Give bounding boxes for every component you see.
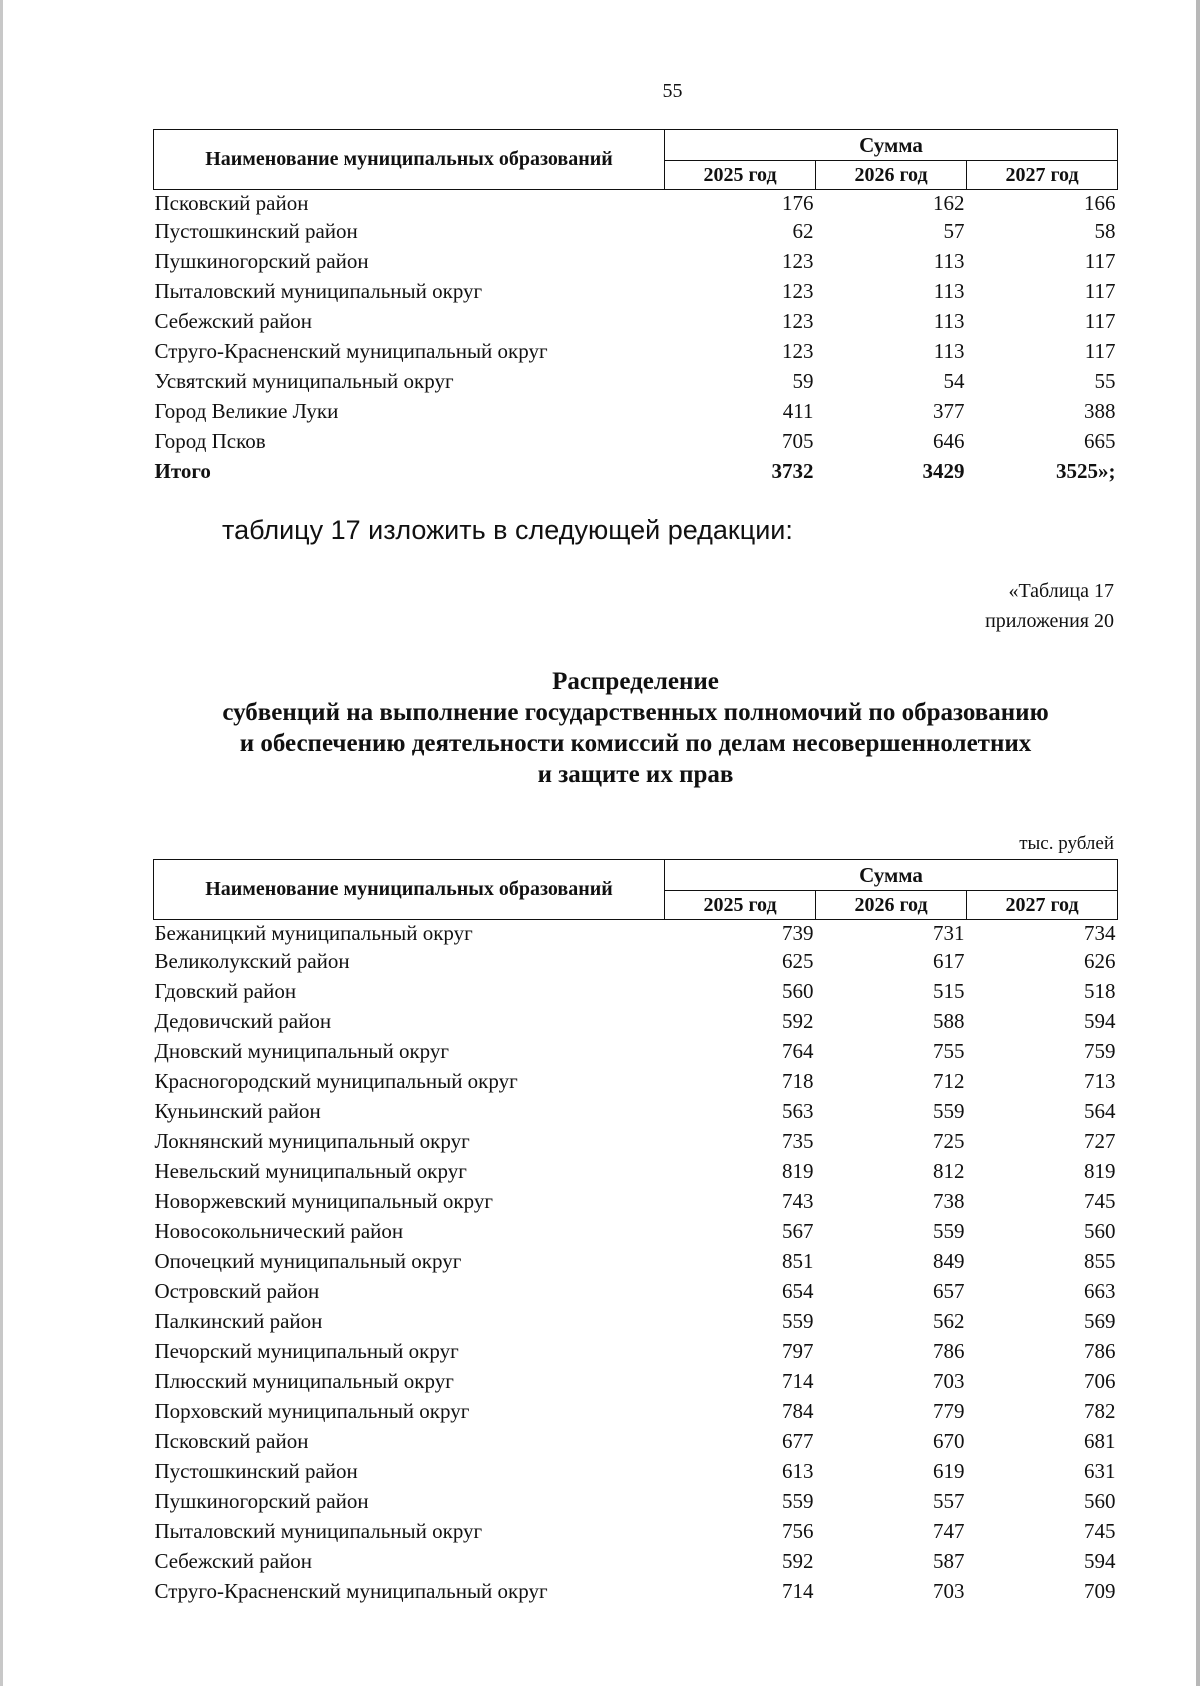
value-2027: 569 — [1084, 1309, 1116, 1333]
header-year: 2027 год — [967, 891, 1118, 920]
value-2025: 592 — [782, 1009, 814, 1033]
value-2027: 518 — [1084, 979, 1116, 1003]
instruction-text: таблицу 17 изложить в следующей редакции: — [222, 515, 793, 545]
row-name: Псковский район — [154, 191, 309, 215]
row-name: Дновский муниципальный округ — [154, 1039, 450, 1063]
table-heading — [153, 666, 1118, 790]
table-row — [154, 920, 1118, 947]
table-row — [154, 336, 1118, 366]
table-row — [154, 1096, 1118, 1126]
heading-line: субвенций на выполнение государственных полномочий по образованию — [222, 699, 1049, 726]
value-2027: 665 — [1084, 429, 1116, 453]
value-2025: 567 — [782, 1219, 814, 1243]
header-name: Наименование муниципальных образований — [154, 130, 665, 190]
table-row — [154, 1186, 1118, 1216]
table-row — [154, 1066, 1118, 1096]
row-name: Порховский муниципальный округ — [154, 1399, 470, 1423]
value-2026: 619 — [933, 1459, 965, 1483]
value-2026: 703 — [933, 1369, 965, 1393]
row-name: Город Великие Луки — [154, 399, 339, 423]
row-name: Палкинский район — [154, 1309, 323, 1333]
header-year: 2026 год — [816, 161, 967, 190]
table-row — [154, 1456, 1118, 1486]
value-2027: 727 — [1084, 1129, 1116, 1153]
value-2027: 166 — [1084, 191, 1116, 215]
value-2025: 62 — [792, 219, 814, 243]
header-year: 2026 год — [816, 891, 967, 920]
value-2025: 784 — [782, 1399, 814, 1423]
value-2026: 670 — [933, 1429, 965, 1453]
value-2026: 587 — [933, 1549, 965, 1573]
value-2025: 677 — [782, 1429, 814, 1453]
value-2025: 654 — [782, 1279, 814, 1303]
table-row — [154, 216, 1118, 246]
value-2027: 745 — [1084, 1519, 1116, 1543]
page-number: 55 — [662, 80, 683, 102]
value-2027: 560 — [1084, 1489, 1116, 1513]
value-2025: 705 — [782, 429, 814, 453]
row-name: Пыталовский муниципальный округ — [154, 279, 483, 303]
value-2027: 819 — [1084, 1159, 1116, 1183]
heading-line: Распределение — [552, 668, 719, 695]
total-2025: 3732 — [771, 459, 814, 483]
value-2027: 734 — [1084, 921, 1116, 945]
value-2025: 123 — [782, 249, 814, 273]
table-row — [154, 1006, 1118, 1036]
value-2027: 117 — [1084, 249, 1116, 273]
value-2026: 559 — [933, 1099, 965, 1123]
value-2025: 718 — [782, 1069, 814, 1093]
value-2026: 849 — [933, 1249, 965, 1273]
value-2025: 176 — [782, 191, 814, 215]
row-name: Пустошкинский район — [154, 1459, 358, 1483]
value-2026: 588 — [933, 1009, 965, 1033]
row-name: Дедовичский район — [154, 1009, 332, 1033]
value-2027: 709 — [1084, 1579, 1116, 1603]
row-name: Струго-Красненский муниципальный округ — [154, 1579, 548, 1603]
table-row — [154, 1546, 1118, 1576]
row-name: Новосокольнический район — [154, 1219, 404, 1243]
header-year: 2025 год — [665, 891, 816, 920]
value-2026: 54 — [943, 369, 965, 393]
table-row — [154, 1486, 1118, 1516]
value-2026: 712 — [933, 1069, 965, 1093]
value-2027: 713 — [1084, 1069, 1116, 1093]
scan-edge-left — [0, 0, 3, 1686]
row-name: Печорский муниципальный округ — [154, 1339, 459, 1363]
value-2025: 411 — [782, 399, 814, 423]
units-label: тыс. рублей — [1019, 833, 1114, 854]
header-year: 2027 год — [967, 161, 1118, 190]
value-2025: 739 — [782, 921, 814, 945]
scan-edge-right — [1196, 0, 1200, 1686]
value-2027: 759 — [1084, 1039, 1116, 1063]
row-name: Пушкиногорский район — [154, 249, 369, 273]
row-name: Себежский район — [154, 1549, 312, 1573]
table-row — [154, 1576, 1118, 1606]
total-row — [154, 456, 1118, 486]
value-2026: 162 — [933, 191, 965, 215]
table-row — [154, 306, 1118, 336]
value-2025: 123 — [782, 309, 814, 333]
value-2026: 786 — [933, 1339, 965, 1363]
table-row — [154, 1336, 1118, 1366]
value-2027: 388 — [1084, 399, 1116, 423]
total-2026: 3429 — [922, 459, 965, 483]
value-2026: 559 — [933, 1219, 965, 1243]
value-2027: 855 — [1084, 1249, 1116, 1273]
row-name: Пыталовский муниципальный округ — [154, 1519, 483, 1543]
row-name: Гдовский район — [154, 979, 297, 1003]
table-row — [154, 396, 1118, 426]
row-name: Красногородский муниципальный округ — [154, 1069, 518, 1093]
table-row — [154, 1216, 1118, 1246]
value-2027: 786 — [1084, 1339, 1116, 1363]
value-2027: 782 — [1084, 1399, 1116, 1423]
table-row — [154, 946, 1118, 976]
table-row — [154, 1516, 1118, 1546]
value-2025: 559 — [782, 1309, 814, 1333]
value-2026: 57 — [943, 219, 965, 243]
header-sum: Сумма — [665, 860, 1118, 891]
value-2027: 594 — [1084, 1549, 1116, 1573]
row-name: Куньинский район — [154, 1099, 321, 1123]
row-name: Себежский район — [154, 309, 312, 333]
value-2027: 58 — [1094, 219, 1116, 243]
value-2025: 764 — [782, 1039, 814, 1063]
value-2026: 725 — [933, 1129, 965, 1153]
value-2027: 663 — [1084, 1279, 1116, 1303]
value-2027: 631 — [1084, 1459, 1116, 1483]
row-name: Великолукский район — [154, 949, 350, 973]
heading-line: и обеспечению деятельности комиссий по делам несовершеннолетних — [239, 730, 1032, 757]
value-2025: 743 — [782, 1189, 814, 1213]
table-reference-number: «Таблица 17 — [1008, 580, 1114, 602]
row-name: Город Псков — [154, 429, 266, 453]
table-row — [154, 246, 1118, 276]
row-name: Струго-Красненский муниципальный округ — [154, 339, 548, 363]
value-2025: 819 — [782, 1159, 814, 1183]
row-name: Пушкиногорский район — [154, 1489, 369, 1513]
table-row — [154, 1246, 1118, 1276]
value-2025: 559 — [782, 1489, 814, 1513]
row-name: Бежаницкий муниципальный округ — [154, 921, 473, 945]
value-2026: 703 — [933, 1579, 965, 1603]
table-17 — [153, 859, 1118, 1606]
table-row — [154, 1156, 1118, 1186]
value-2027: 55 — [1094, 369, 1116, 393]
total-label: Итого — [154, 459, 211, 483]
header-year: 2025 год — [665, 161, 816, 190]
table-row — [154, 1366, 1118, 1396]
row-name: Усвятский муниципальный округ — [154, 369, 454, 393]
value-2025: 714 — [782, 1579, 814, 1603]
value-2026: 113 — [933, 339, 965, 363]
value-2026: 646 — [933, 429, 965, 453]
value-2025: 714 — [782, 1369, 814, 1393]
value-2026: 755 — [933, 1039, 965, 1063]
value-2026: 515 — [933, 979, 965, 1003]
value-2025: 592 — [782, 1549, 814, 1573]
table-previous — [153, 129, 1118, 486]
value-2026: 557 — [933, 1489, 965, 1513]
value-2027: 560 — [1084, 1219, 1116, 1243]
value-2027: 745 — [1084, 1189, 1116, 1213]
value-2026: 812 — [933, 1159, 965, 1183]
value-2025: 59 — [792, 369, 814, 393]
table-row — [154, 1306, 1118, 1336]
table-row — [154, 190, 1118, 217]
table-row — [154, 1276, 1118, 1306]
table-row — [154, 1036, 1118, 1066]
value-2026: 562 — [933, 1309, 965, 1333]
table-row — [154, 426, 1118, 456]
value-2026: 113 — [933, 309, 965, 333]
value-2026: 657 — [933, 1279, 965, 1303]
value-2025: 851 — [782, 1249, 814, 1273]
header-sum: Сумма — [665, 130, 1118, 161]
value-2025: 613 — [782, 1459, 814, 1483]
value-2027: 117 — [1084, 339, 1116, 363]
value-2027: 594 — [1084, 1009, 1116, 1033]
value-2027: 564 — [1084, 1099, 1116, 1123]
value-2026: 731 — [933, 921, 965, 945]
value-2027: 626 — [1084, 949, 1116, 973]
value-2026: 747 — [933, 1519, 965, 1543]
row-name: Псковский район — [154, 1429, 309, 1453]
value-2025: 625 — [782, 949, 814, 973]
value-2027: 706 — [1084, 1369, 1116, 1393]
row-name: Пустошкинский район — [154, 219, 358, 243]
row-name: Островский район — [154, 1279, 320, 1303]
value-2025: 123 — [782, 279, 814, 303]
value-2026: 377 — [933, 399, 965, 423]
row-name: Опочецкий муниципальный округ — [154, 1249, 462, 1273]
value-2025: 563 — [782, 1099, 814, 1123]
table-row — [154, 1426, 1118, 1456]
table-row — [154, 1396, 1118, 1426]
total-2027: 3525»; — [1056, 459, 1116, 483]
header-name: Наименование муниципальных образований — [154, 860, 665, 920]
table-row — [154, 976, 1118, 1006]
table-reference-appendix: приложения 20 — [985, 610, 1114, 632]
table-row — [154, 366, 1118, 396]
value-2026: 779 — [933, 1399, 965, 1423]
value-2027: 117 — [1084, 309, 1116, 333]
value-2025: 123 — [782, 339, 814, 363]
value-2026: 738 — [933, 1189, 965, 1213]
row-name: Невельский муниципальный округ — [154, 1159, 467, 1183]
value-2026: 113 — [933, 279, 965, 303]
value-2027: 117 — [1084, 279, 1116, 303]
value-2025: 560 — [782, 979, 814, 1003]
table-row — [154, 276, 1118, 306]
row-name: Новоржевский муниципальный округ — [154, 1189, 493, 1213]
value-2025: 756 — [782, 1519, 814, 1543]
table-row — [154, 1126, 1118, 1156]
row-name: Локнянский муниципальный округ — [154, 1129, 470, 1153]
value-2027: 681 — [1084, 1429, 1116, 1453]
value-2025: 735 — [782, 1129, 814, 1153]
row-name: Плюсский муниципальный округ — [154, 1369, 454, 1393]
value-2025: 797 — [782, 1339, 814, 1363]
heading-line: и защите их прав — [537, 761, 734, 788]
value-2026: 113 — [933, 249, 965, 273]
value-2026: 617 — [933, 949, 965, 973]
